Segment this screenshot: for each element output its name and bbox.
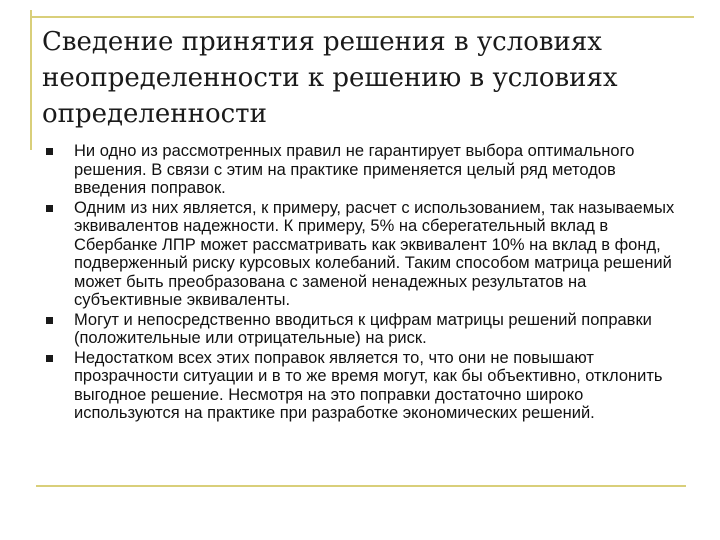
top-divider-line <box>30 16 694 18</box>
bullet-item <box>44 199 686 310</box>
bullet-text: Могут и непосредственно вводиться к цифрам матрицы решений поправки (положительные или отрицательные) на риск. <box>74 310 652 347</box>
slide-title: Сведение принятия решения в условиях неопределенности к решению в условиях определенности <box>42 27 618 129</box>
square-bullet-icon <box>44 311 74 331</box>
bullet-text: Ни одно из рассмотренных правил не гарантирует выбора оптимального решения. В связи с этим на практике применяется целый ряд методов введения поправок. <box>74 142 635 197</box>
bullet-list <box>44 142 686 424</box>
square-bullet-icon <box>44 199 74 219</box>
left-divider-line <box>30 10 32 150</box>
bullet-text: Недостатком всех этих поправок является то, что они не повышают прозрачности ситуации и в то же время могут, как бы объективно, отклонить выгодное решение. Несмотря на это поправки достаточно широко используются на практике при разработке экономических решений. <box>74 348 663 422</box>
square-bullet-icon <box>44 142 74 162</box>
bullet-item <box>44 311 686 348</box>
bottom-divider-line <box>36 485 686 487</box>
bullet-item <box>44 142 686 198</box>
square-bullet-icon <box>44 349 74 369</box>
bullet-item <box>44 349 686 423</box>
bullet-text: Одним из них является, к примеру, расчет с использованием, так называемых эквивалентов надежности. К примеру, 5% на сберегательный вклад в Сбербанке ЛПР может рассматривать как эквивалент 10% на вклад в фонд, подверженный риску курсовых колебаний. Таким способом матрица решений может быть преобразована с заменой ненадежных результатов на субъективные эквиваленты. <box>74 198 675 309</box>
